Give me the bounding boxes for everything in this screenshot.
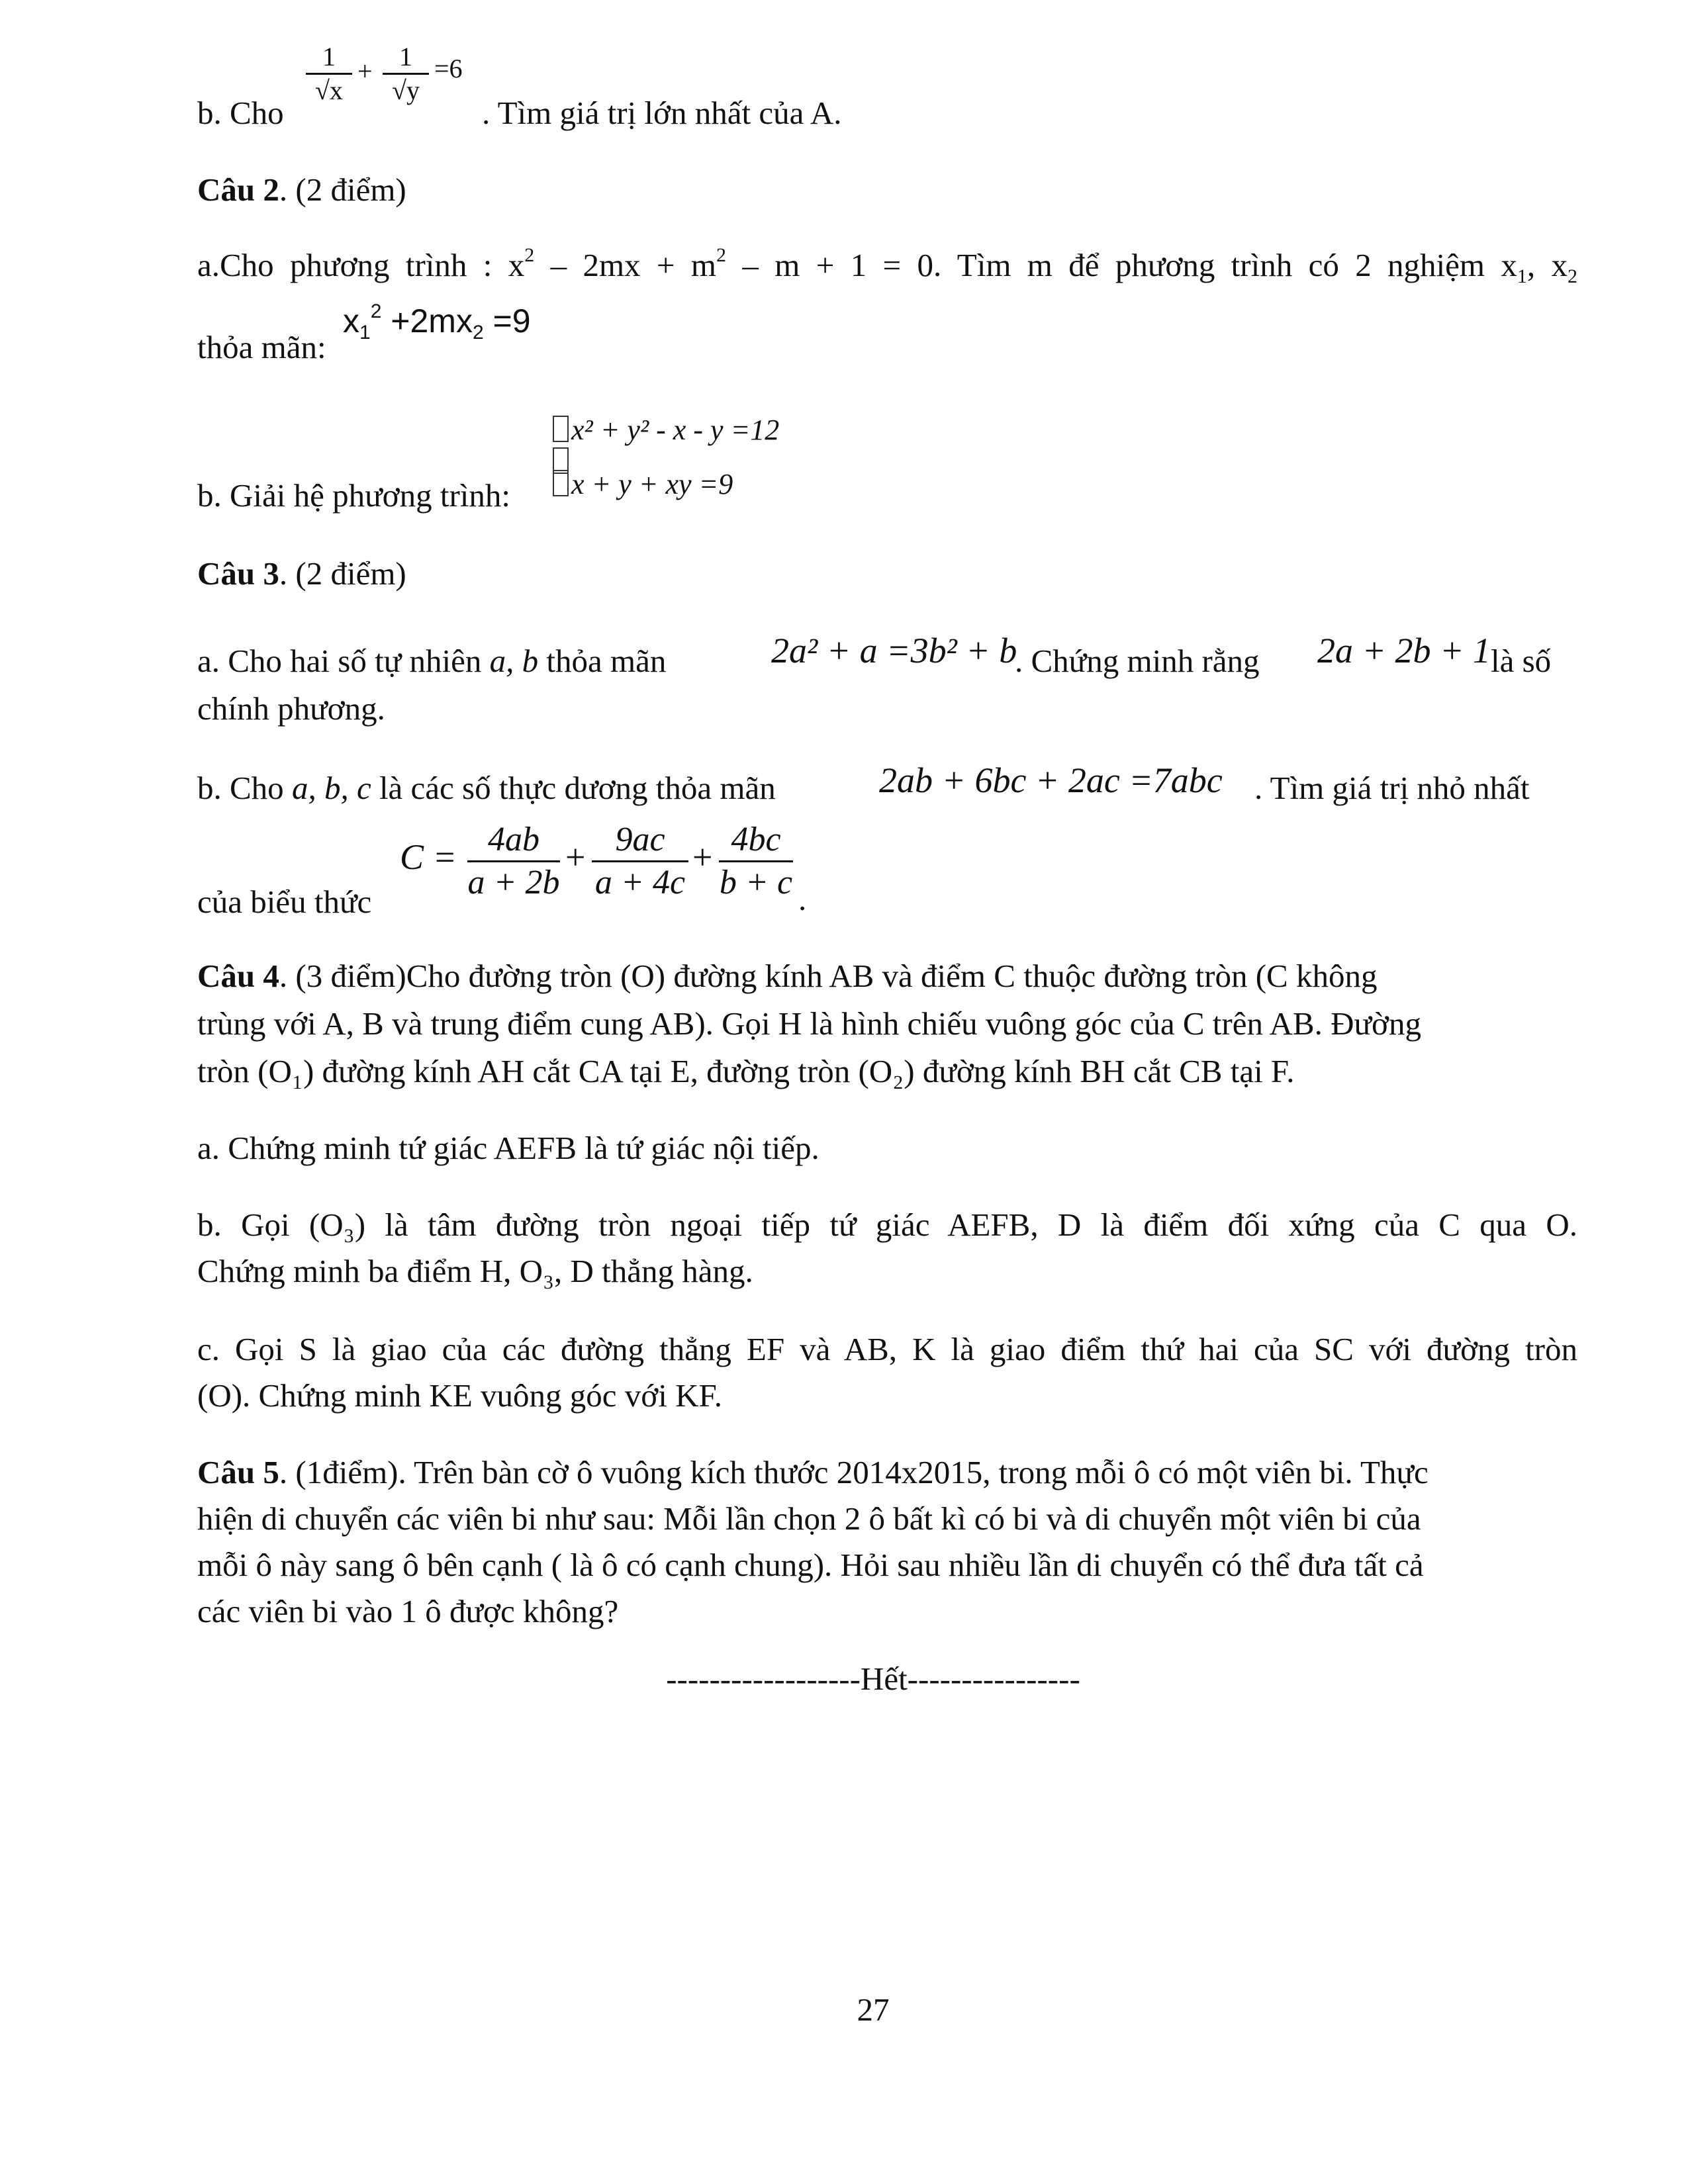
page-number: 27 [857,1991,890,2028]
q1b-rhs: =6 [434,54,463,83]
fraction-denominator: b + c [719,864,793,901]
q3b-part3: . Tìm giá trị nhỏ nhất [1254,770,1530,806]
q3b-equation: 2ab + 6bc + 2ac =7abc [879,760,1223,800]
q3b-fraction-1 [467,819,560,903]
plus-sign: + [357,56,373,86]
q5-line2: hiện di chuyển các viên bi như sau: Mỗi lần chọn 2 ô bất kì có bi và di chuyển một viên bi của [197,1500,1421,1537]
q3b-fraction-3 [719,819,793,903]
q5-line4: các viên bi vào 1 ô được không? [197,1593,619,1629]
q1b-fraction-1 [306,41,352,107]
sqrt-symbol: √ [392,75,406,105]
q4b-line2: Chứng minh ba điểm H, O₃, D thẳng hàng. [197,1253,753,1289]
fraction-numerator: 1 [322,42,336,71]
q3a-part1: a. Cho hai số tự nhiên a, b thỏa mãn [197,643,667,679]
q3-points: . (2 điểm) [279,555,406,592]
q4-heading: Câu 4 [197,958,279,994]
q3b-line2: của biểu thức [197,884,372,920]
q2b-label: b. Giải hệ phương trình: [197,477,510,514]
q4-line2: trùng với A, B và trung điểm cung AB). Gọi H là hình chiếu vuông góc của C trên AB. Đường [197,1005,1421,1042]
q3b-fraction-2 [592,819,688,903]
brace-placeholder [553,470,569,496]
q5-line3: mỗi ô này sang ô bên cạnh ( là ô có cạnh chung). Hỏi sau nhiều lần di chuyển có thể đưa tất cả [197,1547,1424,1583]
q2-heading-line [197,169,406,210]
q3b-part1: b. Cho a, b, c là các số thực dương thỏa mãn [197,770,776,806]
q2a-condition: $x_1^2 +2mx_2 =9$ [343,300,531,343]
q4c-line2: (O). Chứng minh KE vuông góc với KF. [197,1377,723,1414]
sqrt-symbol: √ [315,75,330,105]
end-marker: ------------------Hết---------------- [666,1661,1080,1697]
fraction-numerator: 1 [399,42,412,71]
q5-line1: Câu 5. (1điểm). Trên bàn cờ ô vuông kích thước 2014x2015, trong mỗi ô có một viên bi. Thực [197,1454,1429,1490]
q2-points: . (2 điểm) [279,171,406,208]
fraction-denominator: a + 4c [594,864,686,901]
q2-heading: Câu 2 [197,171,279,208]
q2b-system-eq2: x + y + xy =9 [553,467,733,501]
q4c-line1: c. Gọi S là giao của các đường thẳng EF và AB, K là giao điểm thứ hai của SC với đường tròn [197,1331,1577,1367]
fraction-numerator: 4bc [731,821,781,858]
fraction-denominator: y [406,75,420,105]
q3b-C-label: C = [400,837,457,877]
fraction-denominator: x [329,75,343,105]
q4-line1: Câu 4. (3 điểm)Cho đường tròn (O) đường kính AB và điểm C thuộc đường tròn (C không [197,958,1378,994]
q4-line3: tròn (O₁) đường kính AH cắt CA tại E, đường tròn (O₂) đường kính BH cắt CB tại F. [197,1053,1295,1089]
q2a-line2: thỏa mãn: [197,329,326,365]
fraction-numerator: 9ac [615,821,665,858]
q3a-equation: 2a² + a =3b² + b [771,631,1017,670]
q3-heading: Câu 3 [197,555,279,592]
q3a-expression: 2a + 2b + 1 [1317,631,1491,670]
q1b-fraction-2 [383,41,429,107]
q4a: a. Chứng minh tứ giác AEFB là tứ giác nội tiếp. [197,1130,820,1166]
plus-sign: + [692,837,713,877]
q3a-line2: chính phương. [197,690,385,727]
brace-placeholder [553,416,569,442]
q3a-part4: là số [1491,643,1552,679]
fraction-denominator: a + 2b [467,864,560,901]
q2b-system-eq1: x² + y² - x - y =12 [553,413,779,447]
q3-heading-line [197,553,406,594]
q1b-prefix: b. Cho [197,95,284,131]
plus-sign: + [565,837,586,877]
q3b-period: . [798,881,807,917]
fraction-numerator: 4ab [488,821,539,858]
q3a-part3: . Chứng minh rằng [1015,643,1260,679]
q4b-line1: b. Gọi (O₃) là tâm đường tròn ngoại tiếp tứ giác AEFB, D là điểm đối xứng của C qua O. [197,1206,1577,1243]
q5-heading: Câu 5 [197,1454,279,1490]
q2a-line1: a.Cho phương trình : $x^2 - 2mx + m^2 - m + 1 = 0$. Tìm m để phương trình có 2 nghiệm $x_1$, $x_2$ [197,244,1577,287]
q1b-suffix: . Tìm giá trị lớn nhất của A. [482,95,842,131]
